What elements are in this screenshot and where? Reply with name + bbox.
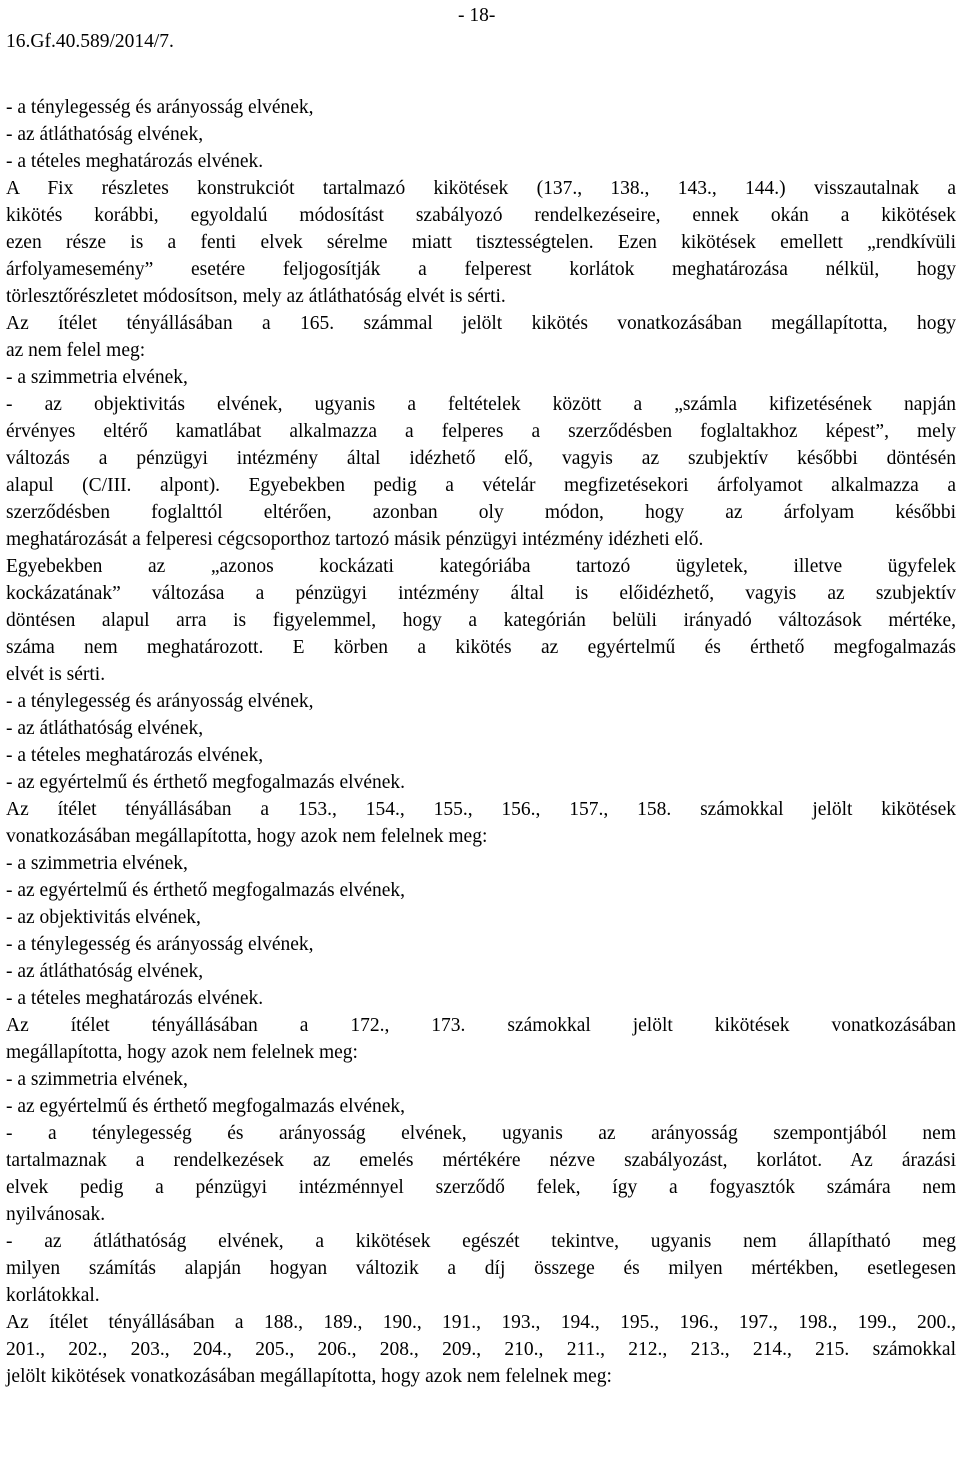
text-line: megállapította, hogy azok nem felelnek meg: xyxy=(6,1042,358,1063)
text-line: nyilvánosak. xyxy=(6,1204,106,1225)
text-line: Az ítélet tényállásában a 153., 154., 155., 156., 157., 158. számokkal jelölt kikötések xyxy=(6,799,956,820)
text-line: kockázatának” változása a pénzügyi intézmény által is előidézhető, vagyis az szubjektív xyxy=(6,583,956,604)
text-line: jelölt kikötések vonatkozásában megállapította, hogy azok nem felelnek meg: xyxy=(6,1366,612,1387)
text-line: kikötés korábbi, egyoldalú módosítást szabályozó rendelkezéseire, ennek okán a kikötések xyxy=(6,205,956,226)
text-line: - az objektivitás elvének, xyxy=(6,907,201,928)
text-line: - az egyértelmű és érthető megfogalmazás elvének, xyxy=(6,1096,406,1117)
text-line: törlesztőrészletet módosítson, mely az átláthatóság elvét is sérti. xyxy=(6,286,506,307)
text-line: milyen számítás alapján hogyan változik a díj összege és milyen mértékben, esetlegesen xyxy=(6,1258,956,1279)
text-line: - az átláthatóság elvének, xyxy=(6,124,204,145)
text-line: elvét is sérti. xyxy=(6,664,106,685)
text-line: - a ténylegesség és arányosság elvének, ugyanis az arányosság szempontjából nem xyxy=(6,1123,956,1144)
case-number: 16.Gf.40.589/2014/7. xyxy=(6,31,174,52)
text-line: - az átláthatóság elvének, a kikötések egészét tekintve, ugyanis nem állapítható meg xyxy=(6,1231,956,1252)
text-line: szerződésben foglalttól eltérően, azonban oly módon, hogy az árfolyam későbbi xyxy=(6,502,956,523)
text-line: Az ítélet tényállásában a 172., 173. számokkal jelölt kikötések vonatkozásában xyxy=(6,1015,956,1036)
text-line: ezen része is a fenti elvek sérelme miatt tisztességtelen. Ezen kikötések emellett „rendkívüli xyxy=(6,232,956,253)
text-line: - a tételes meghatározás elvének. xyxy=(6,151,264,172)
text-line: - a tételes meghatározás elvének. xyxy=(6,988,264,1009)
text-line: - az objektivitás elvének, ugyanis a feltételek között a „számla kifizetésének napján xyxy=(6,394,956,415)
text-line: - az egyértelmű és érthető megfogalmazás elvének, xyxy=(6,880,406,901)
text-line: alapul (C/III. alpont). Egyebekben pedig a vételár megfizetésekori árfolyamot alkalmazza a xyxy=(6,475,956,496)
text-line: Az ítélet tényállásában a 165. számmal jelölt kikötés vonatkozásában megállapította, hogy xyxy=(6,313,956,334)
text-line: - a tételes meghatározás elvének, xyxy=(6,745,264,766)
text-line: - az átláthatóság elvének, xyxy=(6,961,204,982)
text-line: - a ténylegesség és arányosság elvének, xyxy=(6,97,314,118)
text-line: - az átláthatóság elvének, xyxy=(6,718,204,739)
text-line: meghatározását a felperesi cégcsoporthoz tartozó másik pénzügyi intézmény idézheti elő. xyxy=(6,529,704,550)
text-line: - a szimmetria elvének, xyxy=(6,853,188,874)
text-line: száma nem meghatározott. E körben a kikötés az egyértelmű és érthető megfogalmazás xyxy=(6,637,956,658)
text-line: elvek pedig a pénzügyi intézménnyel szerződő felek, így a fogyasztók számára nem xyxy=(6,1177,956,1198)
text-line: tartalmaznak a rendelkezések az emelés mértékére nézve szabályozást, korlátot. Az árazási xyxy=(6,1150,956,1171)
text-line: korlátokkal. xyxy=(6,1285,100,1306)
text-line: érvényes eltérő kamatlábat alkalmazza a felperes a szerződésben foglaltakhoz képest”, mely xyxy=(6,421,956,442)
text-line: vonatkozásában megállapította, hogy azok nem felelnek meg: xyxy=(6,826,488,847)
text-line: az nem felel meg: xyxy=(6,340,146,361)
text-line: - a ténylegesség és arányosság elvének, xyxy=(6,934,314,955)
text-line: 201., 202., 203., 204., 205., 206., 208., 209., 210., 211., 212., 213., 214., 215. számokkal xyxy=(6,1339,956,1360)
text-line: Egyebekben az „azonos kockázati kategóriába tartozó ügyletek, illetve ügyfelek xyxy=(6,556,956,577)
text-line: - az egyértelmű és érthető megfogalmazás elvének. xyxy=(6,772,406,793)
page-number: - 18- xyxy=(458,5,496,26)
text-line: - a szimmetria elvének, xyxy=(6,367,188,388)
text-line: változás a pénzügyi intézmény által idézhető elő, vagyis az szubjektív későbbi döntésén xyxy=(6,448,956,469)
text-line: Az ítélet tényállásában a 188., 189., 190., 191., 193., 194., 195., 196., 197., 198., 199., 200., xyxy=(6,1312,956,1333)
text-line: árfolyamesemény” esetére feljogosítják a felperest korlátok meghatározása nélkül, hogy xyxy=(6,259,956,280)
text-line: A Fix részletes konstrukciót tartalmazó kikötések (137., 138., 143., 144.) visszautalnak a xyxy=(6,178,956,199)
text-line: - a szimmetria elvének, xyxy=(6,1069,188,1090)
text-line: döntésen alapul arra is figyelemmel, hogy a kategórián belüli irányadó változások mértéke, xyxy=(6,610,956,631)
text-line: - a ténylegesség és arányosság elvének, xyxy=(6,691,314,712)
document-body xyxy=(6,94,956,1390)
